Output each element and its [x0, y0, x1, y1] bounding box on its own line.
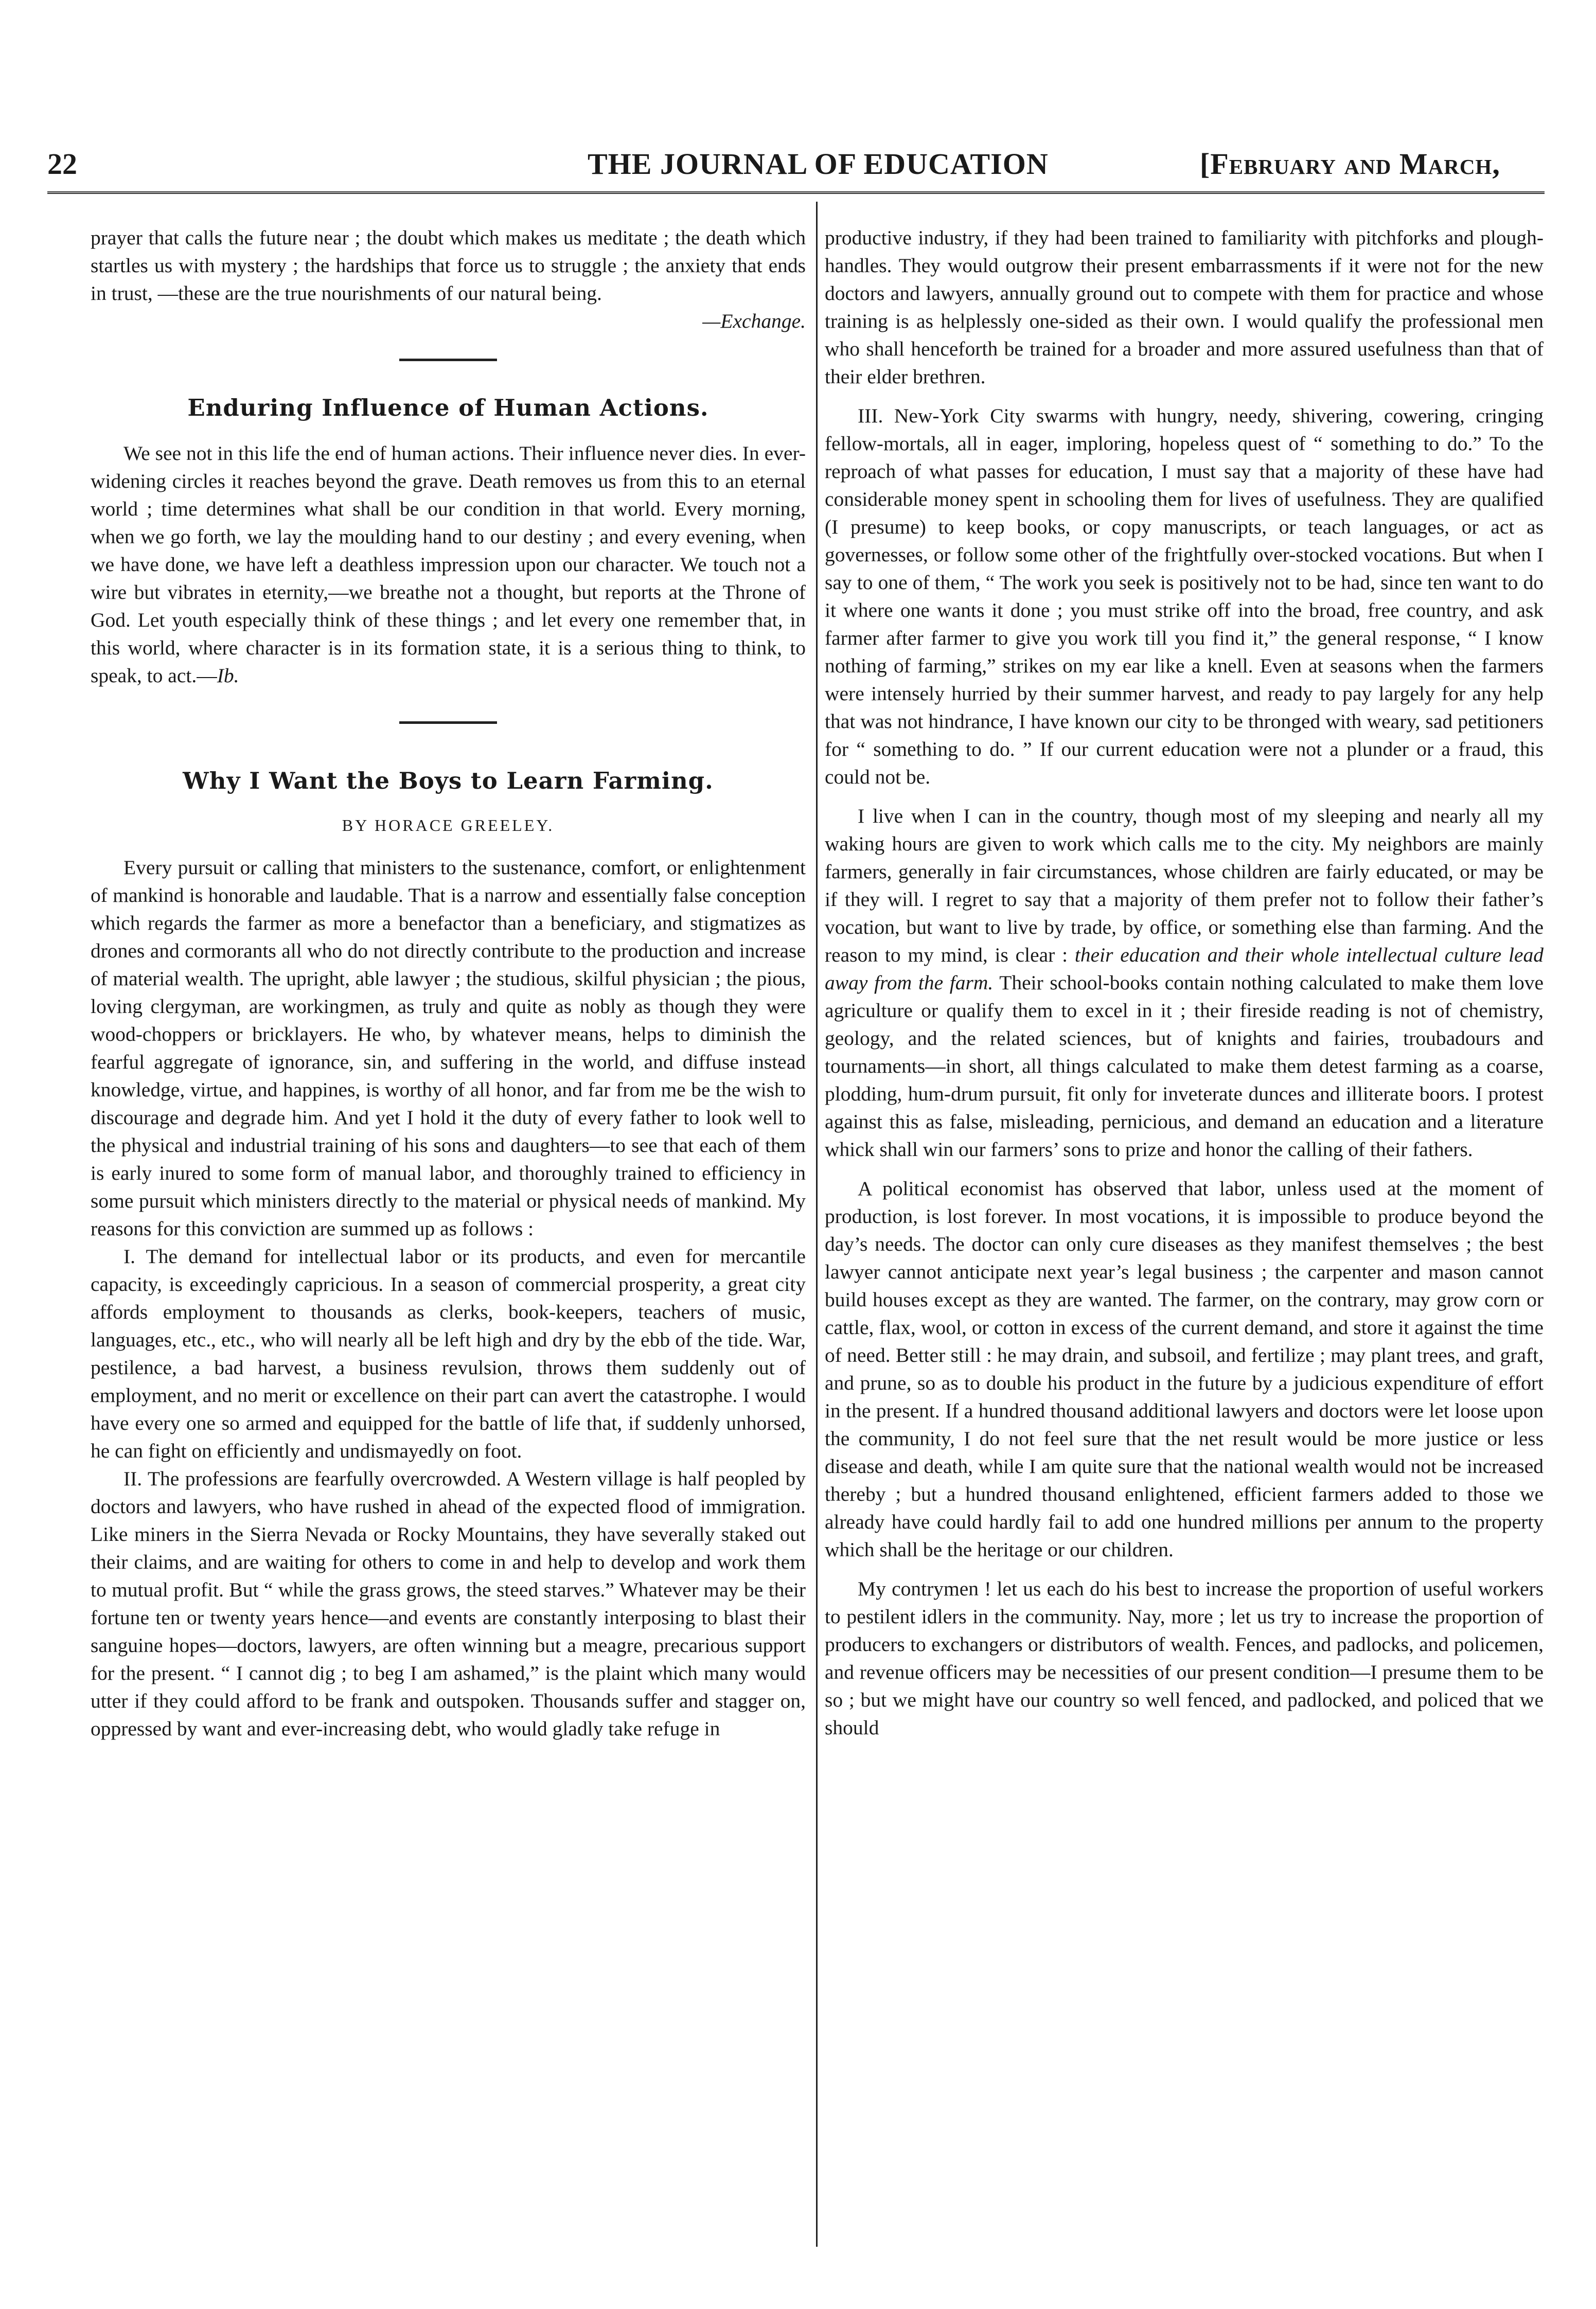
continued-paragraph: prayer that calls the future near ; the doubt which makes us meditate ; the death which startles us with mystery ; the hardships that force us to struggle ; the anxiety that ends in trust, —these are the true nourishments of our natural being.	[91, 226, 806, 305]
article-paragraph	[91, 439, 806, 689]
article-paragraph: productive industry, if they had been trained to familiarity with pitchforks and plough-handles. They would outgrow their present embarrassments if it were not for the new doctors and lawyers, annually ground out to compete with them for practice and whose training is as helplessly one-sided as their own. I would qualify the professional men who shall henceforth be trained for a broader and more assured usefulness than that of their elder brethren.	[825, 226, 1544, 388]
issue-date: [February and March,	[1200, 147, 1500, 181]
header-rule	[47, 191, 1545, 194]
article-paragraph: My contrymen ! let us each do his best to increase the proportion of useful workers to pestilent idlers in the community. Nay, more ; let us try to increase the proportion of producers to exchangers or distributors of wealth. Fences, and padlocks, and policemen, and revenue officers may be necessities of our present condition—I presume them to be so ; but we might have our country so well fenced, and padlocked, and policed that we should	[825, 1577, 1544, 1739]
right-column	[825, 224, 1544, 1742]
emphasized-text: their education and their whole intellectual culture lead away from the farm.	[825, 944, 1544, 994]
article-paragraph: I. The demand for intellectual labor or its products, and even for mercantile capacity, is exceedingly capricious. In a season of commercial prosperity, a great city affords employment to thousands as clerks, book-keepers, teachers of music, languages, etc., etc., who will nearly all be left high and dry by the ebb of the tide. War, pestilence, a bad harvest, a business revulsion, throws them suddenly out of employment, and no merit or excellence on their part can avert the catastrophe. I would have every one so armed and equipped for the battle of life that, if suddenly unhorsed, he can fight on efficiently and undismayedly on foot.	[91, 1245, 806, 1462]
journal-title: THE JOURNAL OF EDUCATION	[588, 147, 1049, 181]
article-title: Why I Want the Boys to Learn Farming.	[183, 767, 714, 794]
column-divider	[816, 202, 818, 2247]
page-number: 22	[47, 147, 77, 181]
article-paragraph	[825, 802, 1544, 1163]
article-byline: BY HORACE GREELEY.	[342, 816, 555, 834]
source-credit: —Exchange.	[702, 310, 806, 332]
section-divider	[399, 721, 497, 724]
article-text: I live when I can in the country, though most of my sleeping and nearly all my waking hours are given to work which calls me to the city. My neighbors are mainly farmers, generally in fair circumstances, whose children are fairly educated, or may be if they will. I regret to say that a majority of them prefer not to follow their father’s vocation, but want to live by trade, by office, or something else than farming. And the reason to my mind, is clear :	[825, 805, 1544, 966]
left-column	[91, 224, 806, 1743]
article-paragraph: III. New-York City swarms with hungry, needy, shivering, cowering, cringing fellow-mortals, all in eager, imploring, hopeless quest of “ something to do.” To the reproach of what passes for education, I must say that a majority of these have had considerable money spent in schooling them for lives of usefulness. They are qualified (I presume) to keep books, or copy manuscripts, or teach languages, or act as governesses, or follow some other of the frightfully over-stocked vocations. But when I say to one of them, “ The work you seek is positively not to be had, since ten want to do it where one wants it done ; you must strike off into the broad, free country, and ask farmer after farmer to give you work till you find it,” the general response, “ I know nothing of farming,” strikes on my ear like a knell. Even at seasons when the farmers were intensely hurried by their summer harvest, and ready to pay largely for any help that was not hindrance, I have known our city to be thronged with weary, sad petitioners for “ something to do. ” If our current education were not a plunder or a fraud, this could not be.	[825, 404, 1544, 788]
article-paragraph: A political economist has observed that labor, unless used at the moment of production, is lost forever. In most vocations, it is impossible to produce beyond the day’s needs. The doctor can only cure diseases as they manifest themselves ; the best lawyer cannot anticipate next year’s legal business ; the carpenter and mason cannot build houses except as they are wanted. The farmer, on the contrary, may grow corn or cattle, flax, wool, or cotton in excess of the current demand, and store it against the time of need. Better still : he may drain, and subsoil, and fertilize ; may plant trees, and graft, and prune, so as to double his product in the future by a judicious expenditure of effort in the present. If a hundred thousand additional lawyers and doctors were let loose upon the community, I do not feel sure that the net result would be more justice or less disease and death, while I am quite sure that the national wealth would not be increased thereby ; but a hundred thousand enlightened, efficient farmers added to those we already have could hardly fail to add one hundred millions per annum to the property which shall be the heritage or our children.	[825, 1177, 1544, 1561]
article-text: We see not in this life the end of human actions. Their influence never dies. In ever-widening circles it reaches beyond the grave. Death removes us from this to an eternal world ; time determines what shall be our condition in that world. Every morning, when we go forth, we lay the moulding hand to our destiny ; and every evening, when we have done, we have left a deathless impression upon our character. We touch not a wire but vibrates in eternity,—we breathe not a thought, but reports at the Throne of God. Let youth especially think of these things ; and let every one remember that, in this world, where character is in its formation state, it is a serious thing to think, to speak, to act.—	[91, 442, 806, 687]
article-enduring-influence	[91, 392, 806, 689]
article-title: Enduring Influence of Human Actions.	[187, 394, 709, 421]
article-why-farming	[91, 765, 806, 1743]
page-header	[47, 147, 1539, 188]
section-divider	[399, 359, 497, 361]
article-text: Their school-books contain nothing calculated to make them love agriculture or qualify them to excel in it ; their fireside reading is not of chemistry, geology, and the related sciences, but of knights and fairies, troubadours and tournaments—in short, all things calculated to make them detest farming as a coarse, plodding, hum-drum pursuit, fit only for inveterate dunces and illiterate boors. I protest against this as false, misleading, pernicious, and demand an education and a literature whick shall win our farmers’ sons to prize and honor the calling of their fathers.	[825, 971, 1544, 1161]
source-credit: Ib.	[217, 664, 239, 687]
article-paragraph: II. The professions are fearfully overcrowded. A Western village is half peopled by doctors and lawyers, who have rushed in ahead of the expected flood of immigration. Like miners in the Sierra Nevada or Rocky Mountains, they have severally staked out their claims, and are waiting for others to come in and help to develop and work them to mutual profit. But “ while the grass grows, the steed starves.” Whatever may be their fortune ten or twenty years hence—and events are constantly interposing to blast their sanguine hopes—doctors, lawyers, are often winning but a meagre, precarious support for the present. “ I cannot dig ; to beg I am ashamed,” is the plaint which many would utter if they could afford to be frank and outspoken. Thousands suffer and stagger on, oppressed by want and ever-increasing debt, who would gladly take refuge in	[91, 1467, 806, 1740]
article-paragraph: Every pursuit or calling that ministers to the sustenance, comfort, or enlightenment of mankind is honorable and laudable. That is a narrow and essentially false conception which regards the farmer as more a benefactor than a beneficiary, and stigmatizes as drones and cormorants all who do not directly contribute to the production and increase of material wealth. The upright, able lawyer ; the studious, skilful physician ; the pious, loving clergyman, are workingmen, as truly and quite as nobly as though they were wood-choppers or bricklayers. He who, by whatever means, helps to diminish the fearful aggregate of ignorance, sin, and suffering in the world, and diffuse instead knowledge, virtue, and happines, is worthy of all honor, and far from me be the wish to discourage and degrade him. And yet I hold it the duty of every father to look well to the physical and industrial training of his sons and daughters—to see that each of them is early inured to some form of manual labor, and thoroughly trained to efficiency in some pursuit which ministers directly to the material or physical needs of mankind. My reasons for this conviction are summed up as follows :	[91, 856, 806, 1240]
